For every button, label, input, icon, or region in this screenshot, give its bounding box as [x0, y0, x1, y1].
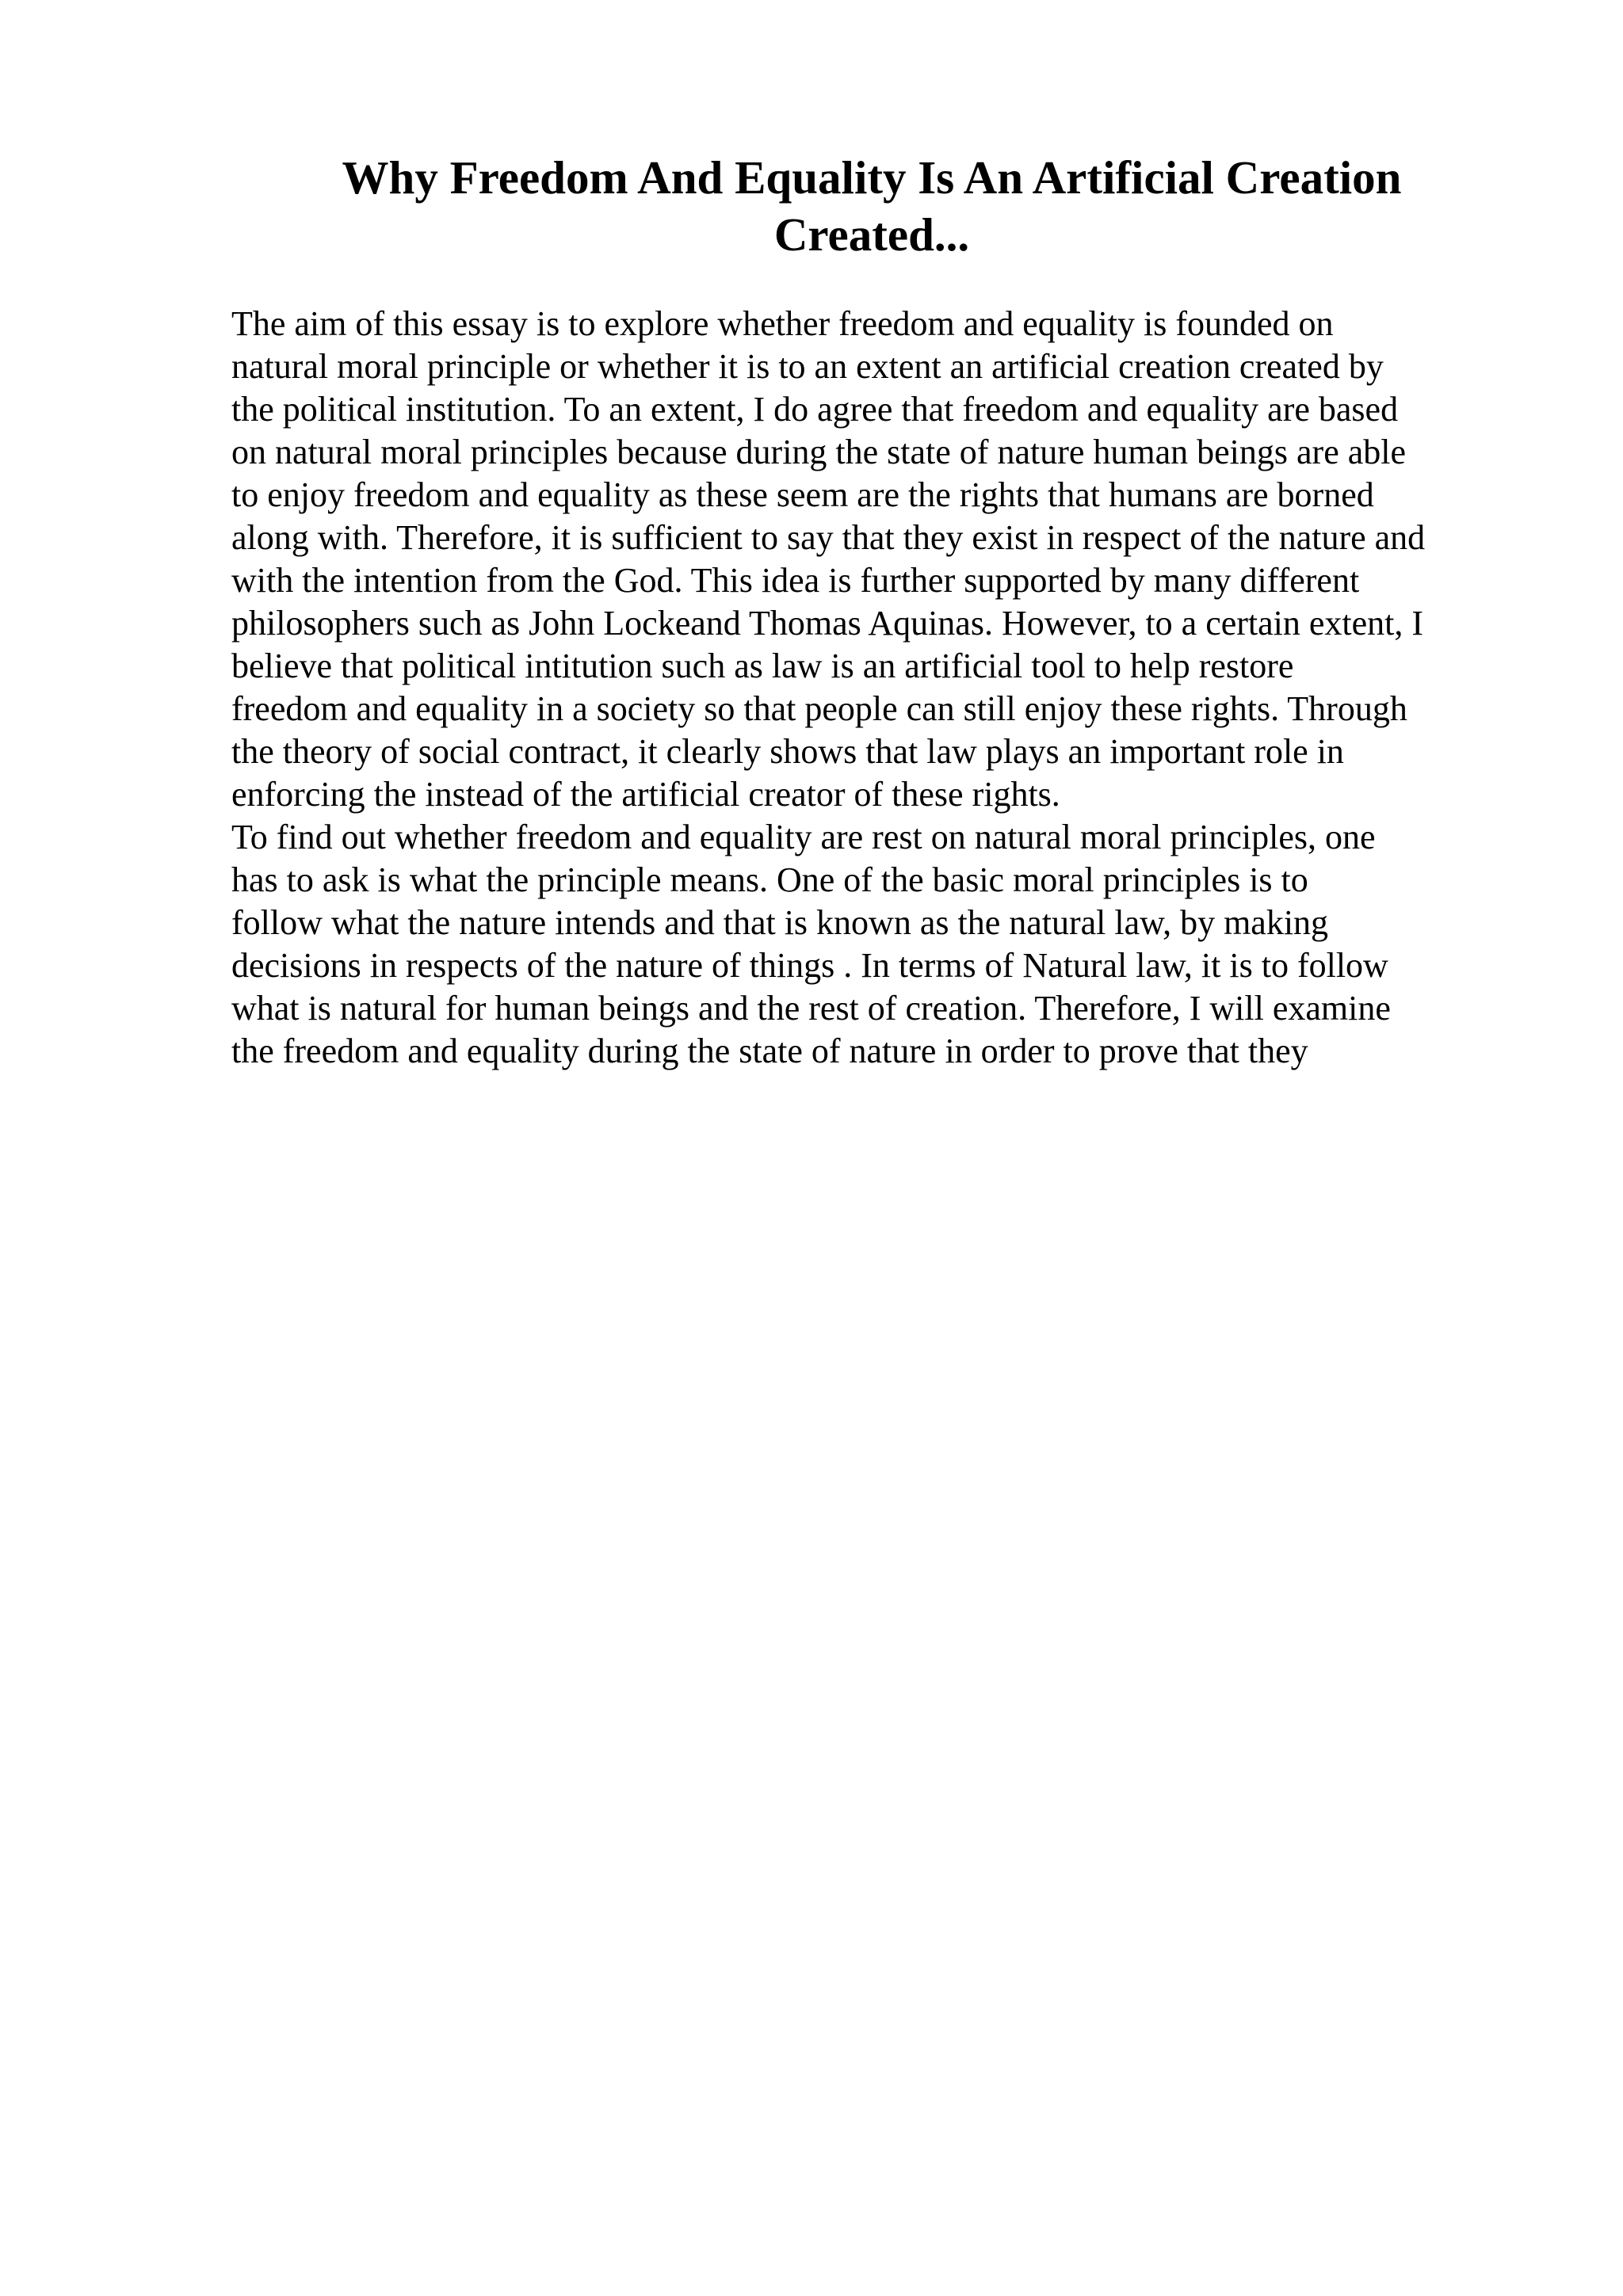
body-line: the political institution. To an extent, I do agree that freedom and equality are based — [231, 390, 1399, 429]
body-line: with the intention from the God. This idea is further supported by many different — [231, 561, 1360, 600]
title-line-2: Created... — [773, 208, 970, 261]
title-line-1: Why Freedom And Equality Is An Artificial Creation — [342, 151, 1402, 204]
body-line: decisions in respects of the nature of things . In terms of Natural law, it is to follow — [231, 946, 1388, 985]
body-line: believe that political intitution such as law is an artificial tool to help restore — [231, 646, 1294, 685]
body-line: to enjoy freedom and equality as these seem are the rights that humans are borned — [231, 475, 1374, 514]
essay-body — [231, 303, 1531, 1073]
body-line: along with. Therefore, it is sufficient to say that they exist in respect of the nature and — [231, 518, 1426, 557]
body-line: on natural moral principles because during the state of nature human beings are able — [231, 433, 1407, 471]
body-line: freedom and equality in a society so that people can still enjoy these rights. Through — [231, 689, 1407, 728]
document-title — [269, 149, 1474, 263]
body-line: The aim of this essay is to explore whether freedom and equality is founded on — [231, 304, 1334, 343]
body-line: what is natural for human beings and the rest of creation. Therefore, I will examine — [231, 989, 1391, 1028]
body-line: To find out whether freedom and equality are rest on natural moral principles, one — [231, 818, 1376, 856]
body-line: philosophers such as John Lockeand Thomas Aquinas. However, to a certain extent, I — [231, 604, 1424, 643]
body-line: has to ask is what the principle means. One of the basic moral principles is to — [231, 860, 1308, 899]
body-line: enforcing the instead of the artificial creator of these rights. — [231, 775, 1060, 814]
body-line: follow what the nature intends and that is known as the natural law, by making — [231, 903, 1329, 942]
body-line: the theory of social contract, it clearly shows that law plays an important role in — [231, 732, 1344, 771]
body-line: natural moral principle or whether it is to an extent an artificial creation created by — [231, 347, 1384, 386]
body-line: the freedom and equality during the state of nature in order to prove that they — [231, 1032, 1308, 1070]
